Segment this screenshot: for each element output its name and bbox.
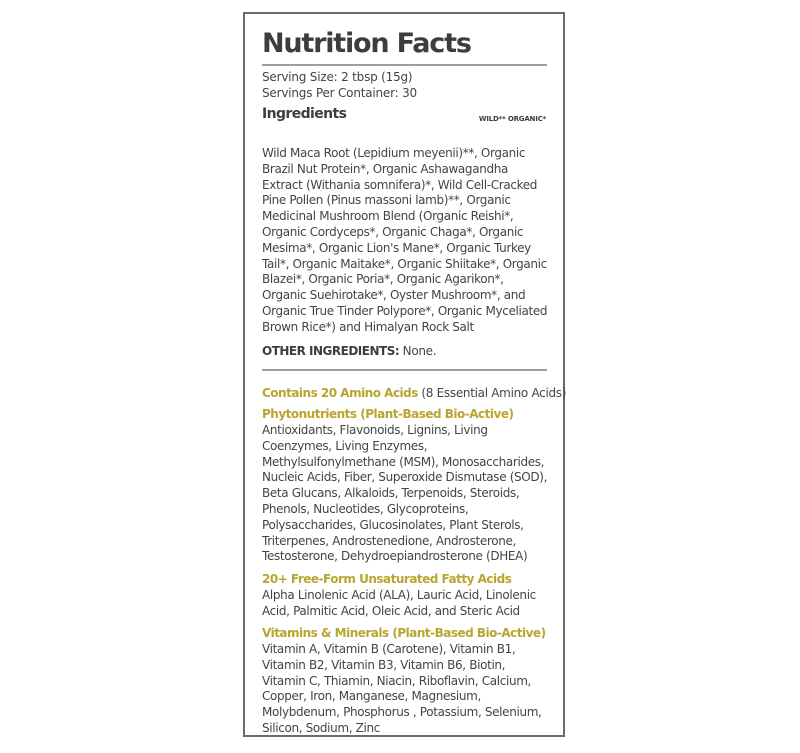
amino-acids-line bbox=[262, 386, 566, 400]
other-ingredients bbox=[262, 344, 436, 358]
title-divider bbox=[262, 64, 547, 66]
ingredients-heading: Ingredients bbox=[262, 106, 347, 122]
fatty-acids-heading: 20+ Free-Form Unsaturated Fatty Acids bbox=[262, 572, 512, 586]
phytonutrients-heading: Phytonutrients (Plant-Based Bio-Active) bbox=[262, 407, 514, 421]
amino-acids-heading: Contains 20 Amino Acids bbox=[262, 386, 418, 400]
wild-organic-legend: WILD** ORGANIC* bbox=[478, 115, 546, 123]
amino-acids-note: (8 Essential Amino Acids) bbox=[417, 386, 567, 400]
phytonutrients-list: Antioxidants, Flavonoids, Lignins, Living Coenzymes, Living Enzymes, Methylsulfonylmethane (MSM), Monosaccharides, Nucleic Acids, Fiber, Superoxide Dismutase (SOD), Beta Glucans, Alkaloids, Terpenoids, Steroids, Phenols, Nucleotides, Glycoproteins, Polysaccharides, Glucosinolates, Plant Sterols, Triterpenes, Androstenedione, Androsterone, Testosterone, Dehydroepiandrosterone (DHEA) bbox=[262, 423, 548, 564]
vitamins-minerals-heading: Vitamins & Minerals (Plant-Based Bio-Active) bbox=[262, 626, 546, 640]
label-title: Nutrition Facts bbox=[262, 28, 471, 59]
servings-per-container: Servings Per Container: 30 bbox=[262, 86, 417, 100]
fatty-acids-list: Alpha Linolenic Acid (ALA), Lauric Acid, Linolenic Acid, Palmitic Acid, Oleic Acid, and Steric Acid bbox=[262, 588, 536, 618]
other-ingredients-value: None. bbox=[399, 344, 437, 358]
nutrition-label bbox=[243, 12, 565, 737]
other-ingredients-label: OTHER INGREDIENTS: bbox=[262, 344, 400, 358]
ingredients-list: Wild Maca Root (Lepidium meyenii)**, Organic Brazil Nut Protein*, Organic Ashawagandha Extract (Withania somnifera)*, Wild Cell-Cracked Pine Pollen (Pinus massoni lamb)**, Organic Medicinal Mushroom Blend (Organic Reishi*, Organic Cordyceps*, Organic Chaga*, Organic Mesima*, Organic Lion's Mane*, Organic Turkey Tail*, Organic Maitake*, Organic Shiitake*, Organic Blazei*, Organic Poria*, Organic Agarikon*, Organic Suehirotake*, Oyster Mushroom*, and Organic True Tinder Polypore*, Organic Myceliated Brown Rice*) and Himalyan Rock Salt bbox=[262, 146, 548, 334]
section-divider bbox=[262, 369, 547, 371]
vitamins-minerals-list: Vitamin A, Vitamin B (Carotene), Vitamin B1, Vitamin B2, Vitamin B3, Vitamin B6, Biotin, Vitamin C, Thiamin, Niacin, Riboflavin, Calcium, Copper, Iron, Manganese, Magnesium, Molybdenum, Phosphorus , Potassium, Selenium, Silicon, Sodium, Zinc bbox=[262, 642, 542, 735]
serving-size: Serving Size: 2 tbsp (15g) bbox=[262, 70, 413, 84]
